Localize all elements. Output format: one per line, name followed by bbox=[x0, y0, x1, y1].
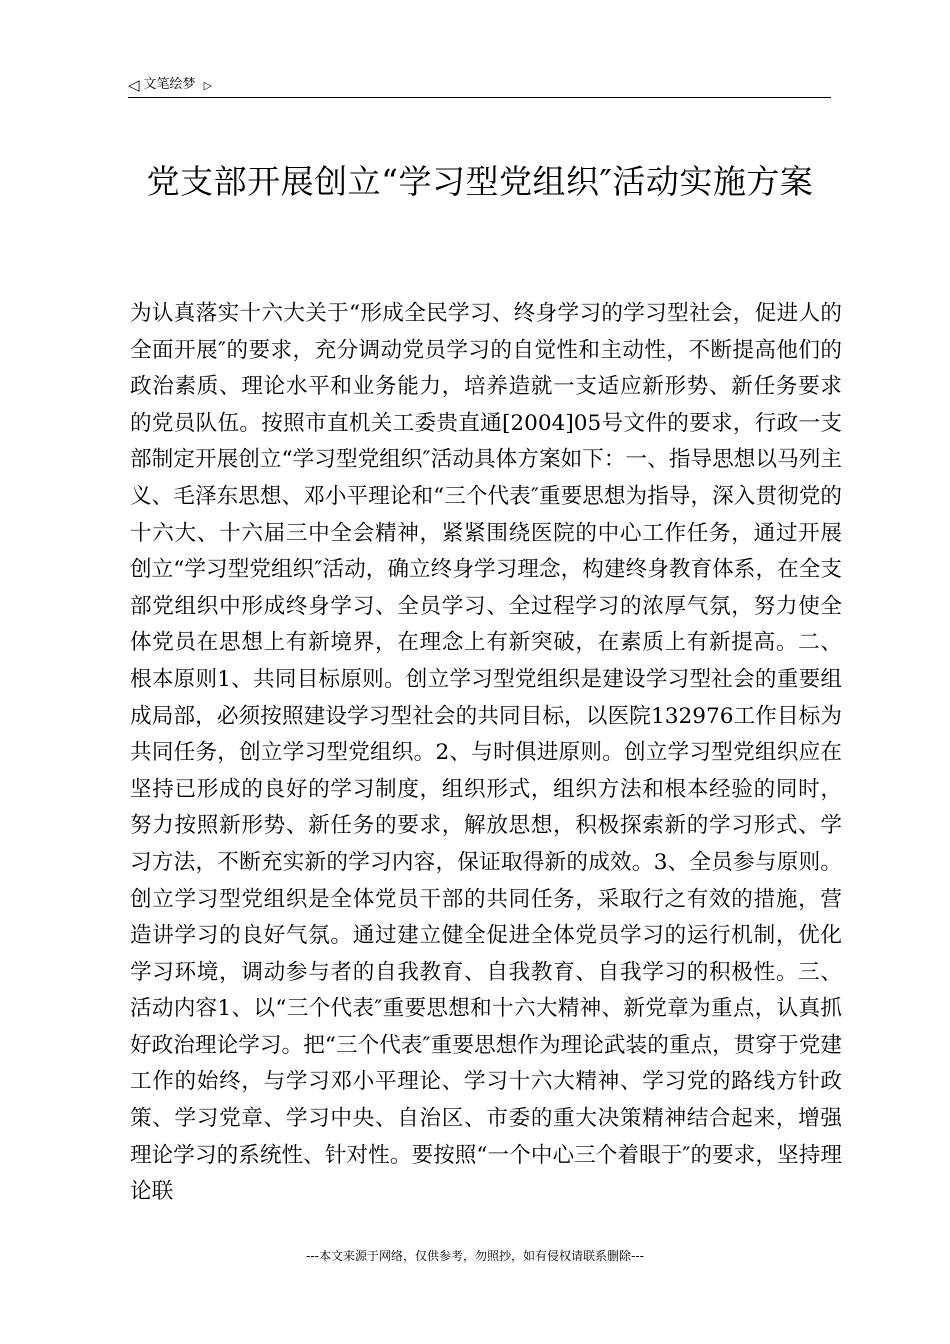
document-body: 为认真落实十六大关于“形成全民学习、终身学习的学习型社会，促进人的全面开展″的要求，充分调动党员学习的自觉性和主动性，不断提高他们的政治素质、理论水平和业务能力，培养造就一支适应新形势、新任务要求的党员队伍。按照市直机关工委贵直通[2004]05号文件的要求，行政一支部制定开展创立“学习型党组织″活动具体方案如下：一、指导思想以马列主义、毛泽东思想、邓小平理论和“三个代表″重要思想为指导，深入贯彻党的十六大、十六届三中全会精神，紧紧围绕医院的中心工作任务，通过开展创立“学习型党组织″活动，确立终身学习理念，构建终身教育体系，在全支部党组织中形成终身学习、全员学习、全过程学习的浓厚气氛，努力使全体党员在思想上有新境界，在理念上有新突破，在素质上有新提高。二、根本原则1、共同目标原则。创立学习型党组织是建设学习型社会的重要组成局部，必须按照建设学习型社会的共同目标，以医院132976工作目标为共同任务，创立学习型党组织。2、与时俱进原则。创立学习型党组织应在坚持已形成的良好的学习制度，组织形式，组织方法和根本经验的同时，努力按照新形势、新任务的要求，解放思想，积极探索新的学习形式、学习方法，不断充实新的学习内容，保证取得新的成效。3、全员参与原则。创立学习型党组织是全体党员干部的共同任务，采取行之有效的措施，营造讲学习的良好气氛。通过建立健全促进全体党员学习的运行机制，优化学习环境，调动参与者的自我教育、自我教育、自我学习的积极性。三、活动内容1、以“三个代表″重要思想和十六大精神、新党章为重点，认真抓好政治理论学习。把“三个代表″重要思想作为理论武装的重点，贯穿于党建工作的始终，与学习邓小平理论、学习十六大精神、学习党的路线方针政策、学习党章、学习中央、自治区、市委的重大决策精神结合起来，增强理论学习的系统性、针对性。要按照“一个中心三个着眼于″的要求，坚持理论联 bbox=[130, 301, 842, 1205]
document-title: 党支部开展创立“学习型党组织″活动实施方案 bbox=[146, 162, 814, 201]
triangle-left-icon: ◁ bbox=[128, 75, 140, 94]
page-header bbox=[128, 74, 831, 96]
header-brand: 文笔绘梦 bbox=[143, 77, 196, 92]
triangle-right-icon: ▷ bbox=[203, 78, 213, 92]
header-divider bbox=[128, 97, 831, 98]
footer-notice: ---本文来源于网络，仅供参考，勿照抄，如有侵权请联系删除--- bbox=[306, 1249, 644, 1263]
